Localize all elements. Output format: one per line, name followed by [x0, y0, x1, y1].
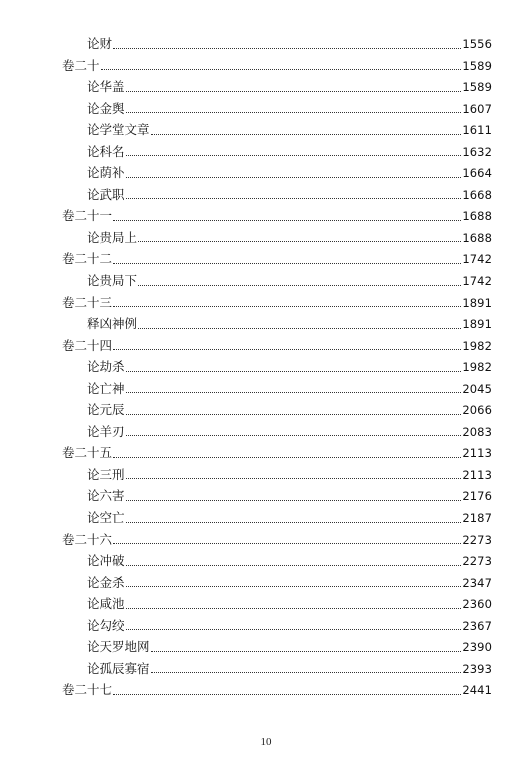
toc-chapter-row[interactable]	[62, 679, 492, 701]
toc-entry-title: 论荫补	[87, 165, 125, 181]
toc-section-row[interactable]	[62, 485, 492, 507]
toc-entry-title: 卷二十	[62, 57, 100, 73]
toc-section-row[interactable]	[62, 378, 492, 400]
toc-entry-title: 卷二十六	[62, 531, 113, 547]
toc-entry-title: 卷二十一	[62, 208, 113, 224]
toc-dot-leader	[101, 68, 462, 70]
toc-entry-page: 1891	[462, 295, 492, 310]
toc-entry-page: 1742	[462, 274, 492, 289]
toc-entry-title: 论三刑	[87, 466, 125, 482]
toc-dot-leader	[113, 47, 461, 49]
toc-chapter-row[interactable]	[62, 442, 492, 464]
page-number: 10	[260, 736, 272, 748]
toc-entry-page: 2066	[462, 403, 492, 418]
toc-entry-page: 2113	[462, 467, 492, 482]
toc-section-row[interactable]	[62, 593, 492, 615]
toc-dot-leader	[126, 564, 462, 566]
toc-chapter-row[interactable]	[62, 205, 492, 227]
toc-entry-title: 论孤辰寡宿	[87, 660, 150, 676]
toc-chapter-row[interactable]	[62, 55, 492, 77]
toc-entry-page: 2045	[462, 381, 492, 396]
toc-entry-page: 2390	[462, 640, 492, 655]
toc-dot-leader	[126, 607, 462, 609]
toc-entry-title: 论贵局下	[87, 273, 138, 289]
toc-chapter-row[interactable]	[62, 248, 492, 270]
toc-entry-page: 1688	[462, 230, 492, 245]
toc-section-row[interactable]	[62, 227, 492, 249]
toc-entry-title: 论贵局上	[87, 229, 138, 245]
toc-entry-page: 1611	[462, 123, 492, 138]
toc-entry-title: 论冲破	[87, 553, 125, 569]
toc-entry-page: 2083	[462, 424, 492, 439]
toc-dot-leader	[113, 542, 461, 544]
toc-entry-page: 2347	[462, 575, 492, 590]
toc-entry-page: 1982	[462, 338, 492, 353]
toc-entry-title: 论羊刃	[87, 423, 125, 439]
toc-dot-leader	[126, 176, 462, 178]
toc-dot-leader	[126, 499, 462, 501]
toc-dot-leader	[138, 240, 461, 242]
toc-chapter-row[interactable]	[62, 292, 492, 314]
toc-entry-title: 卷二十七	[62, 682, 113, 698]
toc-entry-title: 论劫杀	[87, 359, 125, 375]
toc-entry-title: 论武职	[87, 186, 125, 202]
table-of-contents	[62, 33, 492, 701]
toc-section-row[interactable]	[62, 313, 492, 335]
toc-entry-title: 论财	[87, 36, 113, 51]
toc-dot-leader	[126, 413, 462, 415]
toc-section-row[interactable]	[62, 119, 492, 141]
toc-entry-title: 卷二十二	[62, 251, 113, 267]
toc-entry-page: 1589	[462, 80, 492, 95]
toc-dot-leader	[151, 671, 462, 673]
toc-section-row[interactable]	[62, 270, 492, 292]
toc-dot-leader	[138, 284, 461, 286]
toc-entry-page: 1982	[462, 360, 492, 375]
toc-chapter-row[interactable]	[62, 335, 492, 357]
toc-dot-leader	[126, 154, 462, 156]
toc-entry-page: 1664	[462, 166, 492, 181]
toc-entry-title: 论金杀	[87, 574, 125, 590]
toc-entry-page: 1632	[462, 144, 492, 159]
toc-dot-leader	[126, 197, 462, 199]
toc-dot-leader	[126, 521, 462, 523]
toc-entry-page: 1742	[462, 252, 492, 267]
toc-dot-leader	[113, 262, 461, 264]
toc-entry-title: 论空亡	[87, 510, 125, 526]
toc-section-row[interactable]	[62, 33, 492, 55]
toc-entry-title: 卷二十五	[62, 445, 113, 461]
toc-entry-title: 卷二十四	[62, 337, 113, 353]
toc-entry-title: 论勾绞	[87, 617, 125, 633]
toc-entry-page: 2367	[462, 618, 492, 633]
toc-entry-page: 1589	[462, 58, 492, 73]
toc-section-row[interactable]	[62, 464, 492, 486]
toc-entry-title: 卷二十三	[62, 294, 113, 310]
toc-entry-page: 1556	[462, 37, 492, 51]
toc-entry-page: 2187	[462, 511, 492, 526]
toc-section-row[interactable]	[62, 76, 492, 98]
toc-entry-page: 2360	[462, 597, 492, 612]
toc-dot-leader	[113, 219, 461, 221]
toc-dot-leader	[151, 133, 462, 135]
toc-dot-leader	[113, 348, 461, 350]
toc-dot-leader	[126, 585, 462, 587]
toc-dot-leader	[126, 370, 462, 372]
toc-entry-title: 论咸池	[87, 596, 125, 612]
toc-section-row[interactable]	[62, 615, 492, 637]
toc-section-row[interactable]	[62, 572, 492, 594]
toc-entry-title: 释凶神例	[87, 316, 138, 332]
toc-section-row[interactable]	[62, 184, 492, 206]
toc-entry-page: 1607	[462, 101, 492, 116]
toc-section-row[interactable]	[62, 162, 492, 184]
toc-entry-page: 2393	[462, 661, 492, 676]
toc-dot-leader	[113, 305, 461, 307]
toc-chapter-row[interactable]	[62, 529, 492, 551]
toc-entry-title: 论学堂文章	[87, 122, 150, 138]
toc-section-row[interactable]	[62, 421, 492, 443]
toc-section-row[interactable]	[62, 507, 492, 529]
toc-entry-title: 论六害	[87, 488, 125, 504]
toc-entry-page: 1891	[462, 317, 492, 332]
toc-entry-title: 论天罗地网	[87, 639, 150, 655]
toc-entry-title: 论华盖	[87, 79, 125, 95]
toc-entry-page: 2113	[462, 446, 492, 461]
toc-dot-leader	[126, 434, 462, 436]
toc-dot-leader	[138, 327, 461, 329]
toc-entry-page: 2273	[462, 532, 492, 547]
toc-entry-title: 论元辰	[87, 402, 125, 418]
toc-section-row[interactable]	[62, 98, 492, 120]
toc-section-row[interactable]	[62, 399, 492, 421]
toc-entry-title: 论金舆	[87, 100, 125, 116]
toc-dot-leader	[151, 650, 462, 652]
toc-dot-leader	[126, 90, 462, 92]
toc-section-row[interactable]	[62, 550, 492, 572]
toc-dot-leader	[126, 111, 462, 113]
toc-dot-leader	[126, 391, 462, 393]
toc-section-row[interactable]	[62, 636, 492, 658]
toc-entry-page: 2273	[462, 554, 492, 569]
toc-entry-title: 论亡神	[87, 380, 125, 396]
toc-dot-leader	[113, 456, 461, 458]
toc-entry-page: 2441	[462, 683, 492, 698]
toc-entry-page: 1668	[462, 187, 492, 202]
toc-entry-page: 2176	[462, 489, 492, 504]
toc-entry-page: 1688	[462, 209, 492, 224]
toc-section-row[interactable]	[62, 658, 492, 680]
toc-section-row[interactable]	[62, 141, 492, 163]
toc-dot-leader	[113, 693, 461, 695]
toc-section-row[interactable]	[62, 356, 492, 378]
toc-dot-leader	[126, 628, 462, 630]
toc-dot-leader	[126, 477, 462, 479]
toc-entry-title: 论科名	[87, 143, 125, 159]
